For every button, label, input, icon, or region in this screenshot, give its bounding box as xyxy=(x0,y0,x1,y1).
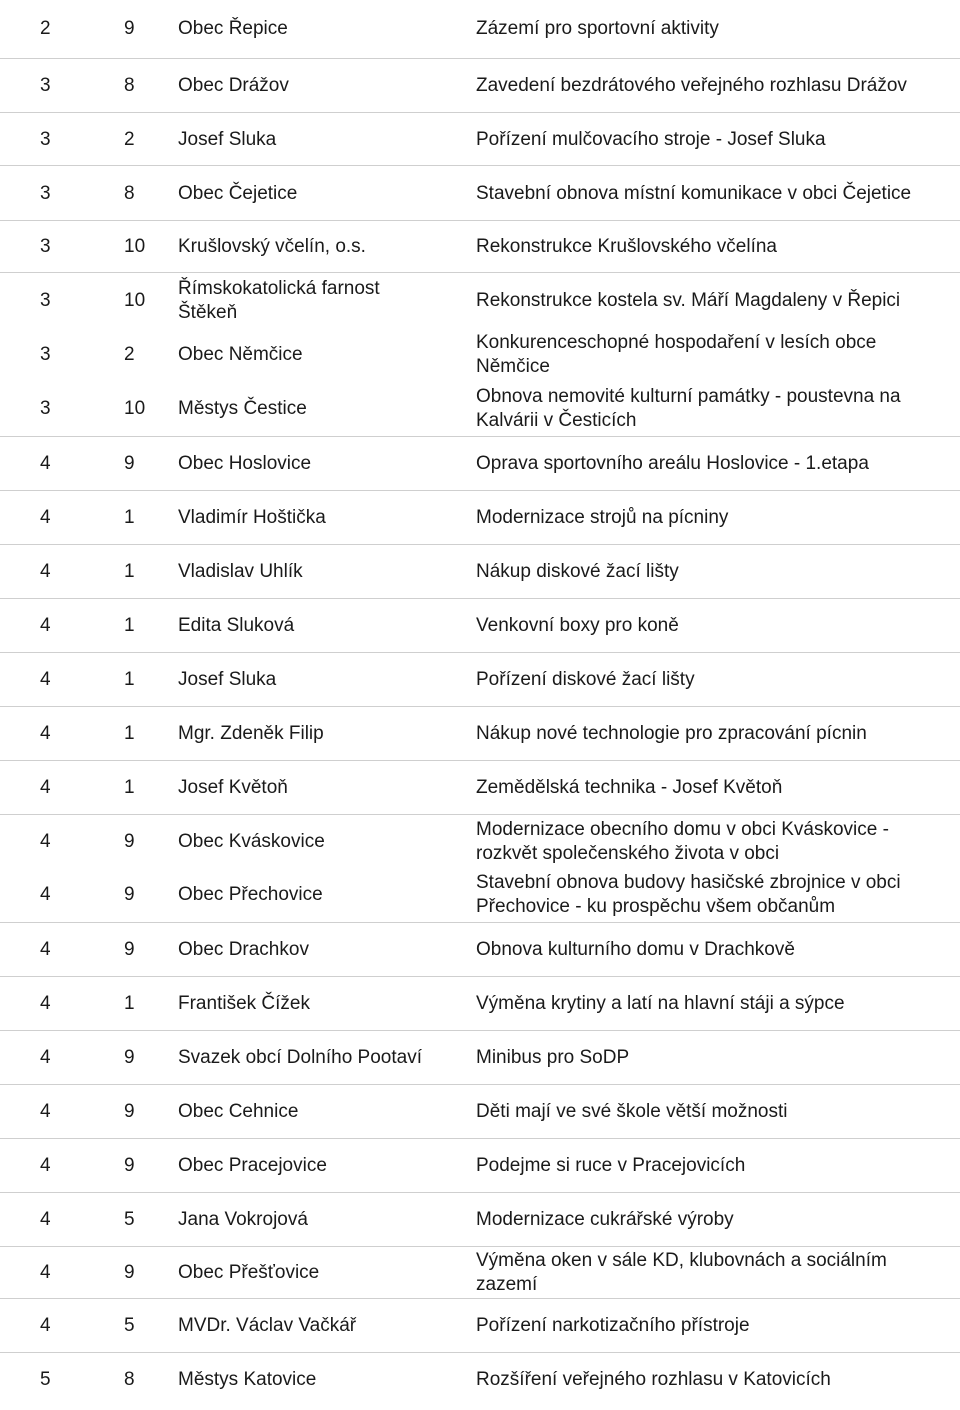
measure-number: 10 xyxy=(124,290,146,311)
project-title: Zavedení bezdrátového veřejného rozhlasu Drážov xyxy=(476,75,907,96)
table-row xyxy=(0,382,960,436)
region-number: 3 xyxy=(40,344,51,365)
measure-number: 8 xyxy=(124,1369,135,1390)
table-row xyxy=(0,165,960,221)
measure-number: 1 xyxy=(124,993,135,1014)
measure-number: 1 xyxy=(124,777,135,798)
measure-number: 1 xyxy=(124,561,135,582)
measure-number: 9 xyxy=(124,939,135,960)
measure-number: 10 xyxy=(124,236,146,257)
table-row xyxy=(0,1084,960,1139)
applicant-name: Krušlovský včelín, o.s. xyxy=(178,236,366,257)
measure-number: 9 xyxy=(124,18,135,39)
region-number: 4 xyxy=(40,1315,51,1336)
table-row xyxy=(0,1352,960,1407)
table-row xyxy=(0,58,960,113)
region-number: 4 xyxy=(40,993,51,1014)
table-row xyxy=(0,328,960,382)
applicant-name: František Čížek xyxy=(178,993,310,1014)
table-row xyxy=(0,0,960,58)
project-title: Modernizace strojů na pícniny xyxy=(476,507,729,528)
table-row xyxy=(0,272,960,329)
region-number: 4 xyxy=(40,1209,51,1230)
region-number: 4 xyxy=(40,1155,51,1176)
project-title: Minibus pro SoDP xyxy=(476,1047,630,1068)
region-number: 3 xyxy=(40,128,51,150)
project-title: Modernizace cukrářské výroby xyxy=(476,1209,734,1230)
table-row xyxy=(0,598,960,653)
measure-number: 9 xyxy=(124,884,135,905)
applicant-name: Mgr. Zdeněk Filip xyxy=(178,723,324,744)
project-title: Podejme si ruce v Pracejovicích xyxy=(476,1155,746,1176)
table-row xyxy=(0,1192,960,1247)
applicant-name: Římskokatolická farnost Štěkeň xyxy=(178,278,380,323)
project-title: Stavební obnova místní komunikace v obci Čejetice xyxy=(476,182,912,204)
applicant-name: Obec Čejetice xyxy=(178,182,298,204)
table-row xyxy=(0,814,960,869)
applicant-name: Městys Čestice xyxy=(178,398,307,419)
region-number: 2 xyxy=(40,18,51,39)
table-row xyxy=(0,436,960,491)
measure-number: 1 xyxy=(124,723,135,744)
table-row xyxy=(0,1138,960,1193)
region-number: 3 xyxy=(40,290,51,311)
project-title: Zemědělská technika - Josef Květoň xyxy=(476,777,783,798)
table-row xyxy=(0,652,960,707)
measure-number: 5 xyxy=(124,1209,135,1230)
table-row xyxy=(0,922,960,977)
region-number: 4 xyxy=(40,831,51,852)
measure-number: 9 xyxy=(124,1101,135,1122)
project-title: Děti mají ve své škole větší možnosti xyxy=(476,1101,788,1122)
measure-number: 1 xyxy=(124,669,135,690)
measure-number: 9 xyxy=(124,1155,135,1176)
project-title: Rekonstrukce Krušlovského včelína xyxy=(476,236,777,257)
applicant-name: Obec Pracejovice xyxy=(178,1155,327,1176)
region-number: 3 xyxy=(40,75,51,96)
region-number: 4 xyxy=(40,1262,51,1283)
project-title: Pořízení diskové žací lišty xyxy=(476,669,695,690)
applicant-name: Obec Přešťovice xyxy=(178,1262,320,1283)
project-title: Venkovní boxy pro koně xyxy=(476,615,679,636)
project-title: Modernizace obecního domu v obci Kváskovice - rozkvět společenského života v obci xyxy=(476,819,889,864)
region-number: 4 xyxy=(40,1101,51,1122)
applicant-name: Edita Sluková xyxy=(178,615,295,636)
table-row xyxy=(0,1246,960,1299)
project-title: Oprava sportovního areálu Hoslovice - 1.etapa xyxy=(476,453,869,474)
table-row xyxy=(0,868,960,922)
measure-number: 2 xyxy=(124,344,135,365)
applicant-name: MVDr. Václav Vačkář xyxy=(178,1315,357,1336)
applicant-name: Obec Drážov xyxy=(178,75,289,96)
table-row xyxy=(0,490,960,545)
measure-number: 9 xyxy=(124,1262,135,1283)
measure-number: 1 xyxy=(124,507,135,528)
measure-number: 5 xyxy=(124,1315,135,1336)
table-row xyxy=(0,544,960,599)
measure-number: 9 xyxy=(124,453,135,474)
region-number: 3 xyxy=(40,236,51,257)
applicant-name: Svazek obcí Dolního Pootaví xyxy=(178,1047,422,1068)
table-row xyxy=(0,1030,960,1085)
applicant-name: Vladislav Uhlík xyxy=(178,561,303,582)
table-row xyxy=(0,220,960,273)
applicant-name: Josef Květoň xyxy=(178,777,288,798)
region-number: 3 xyxy=(40,182,51,204)
region-number: 4 xyxy=(40,561,51,582)
region-number: 3 xyxy=(40,398,51,419)
applicant-name: Josef Sluka xyxy=(178,128,277,150)
applicant-name: Josef Sluka xyxy=(178,669,277,690)
region-number: 4 xyxy=(40,615,51,636)
project-title: Zázemí pro sportovní aktivity xyxy=(476,18,719,39)
project-title: Konkurenceschopné hospodaření v lesích obce Němčice xyxy=(476,332,877,377)
applicant-name: Obec Hoslovice xyxy=(178,453,312,474)
project-title: Výměna krytiny a latí na hlavní stáji a sýpce xyxy=(476,993,845,1014)
applicant-name: Městys Katovice xyxy=(178,1369,317,1390)
applicant-name: Obec Cehnice xyxy=(178,1101,299,1122)
region-number: 4 xyxy=(40,884,51,905)
region-number: 4 xyxy=(40,1047,51,1068)
region-number: 4 xyxy=(40,453,51,474)
applicant-name: Obec Řepice xyxy=(178,18,288,39)
measure-number: 9 xyxy=(124,831,135,852)
project-title: Nákup nové technologie pro zpracování pícnin xyxy=(476,723,867,744)
project-title: Rozšíření veřejného rozhlasu v Katovicích xyxy=(476,1369,831,1390)
table-row xyxy=(0,1298,960,1353)
applicant-name: Obec Drachkov xyxy=(178,939,309,960)
applicant-name: Obec Kváskovice xyxy=(178,831,325,852)
region-number: 4 xyxy=(40,723,51,744)
region-number: 4 xyxy=(40,777,51,798)
measure-number: 9 xyxy=(124,1047,135,1068)
measure-number: 2 xyxy=(124,128,135,150)
table-row xyxy=(0,706,960,761)
project-title: Stavební obnova budovy hasičské zbrojnice v obci Přechovice - ku prospěchu všem občanům xyxy=(476,872,901,917)
applicant-name: Obec Přechovice xyxy=(178,884,323,905)
project-title: Obnova nemovité kulturní památky - poustevna na Kalvárii v Česticích xyxy=(476,386,901,431)
project-title: Obnova kulturního domu v Drachkově xyxy=(476,939,795,960)
table-row xyxy=(0,112,960,166)
project-title: Rekonstrukce kostela sv. Máří Magdaleny v Řepici xyxy=(476,290,901,311)
table-row xyxy=(0,976,960,1031)
measure-number: 8 xyxy=(124,75,135,96)
region-number: 5 xyxy=(40,1369,51,1390)
project-title: Pořízení mulčovacího stroje - Josef Sluka xyxy=(476,128,826,150)
applicant-name: Obec Němčice xyxy=(178,344,303,365)
region-number: 4 xyxy=(40,507,51,528)
project-title: Výměna oken v sále KD, klubovnách a sociálním zazemí xyxy=(476,1250,887,1295)
applicant-name: Jana Vokrojová xyxy=(178,1209,308,1230)
measure-number: 1 xyxy=(124,615,135,636)
project-title: Nákup diskové žací lišty xyxy=(476,561,679,582)
project-title: Pořízení narkotizačního přístroje xyxy=(476,1315,750,1336)
region-number: 4 xyxy=(40,669,51,690)
measure-number: 10 xyxy=(124,398,146,419)
table-row xyxy=(0,760,960,815)
applicant-name: Vladimír Hoštička xyxy=(178,507,326,528)
measure-number: 8 xyxy=(124,182,135,204)
region-number: 4 xyxy=(40,939,51,960)
